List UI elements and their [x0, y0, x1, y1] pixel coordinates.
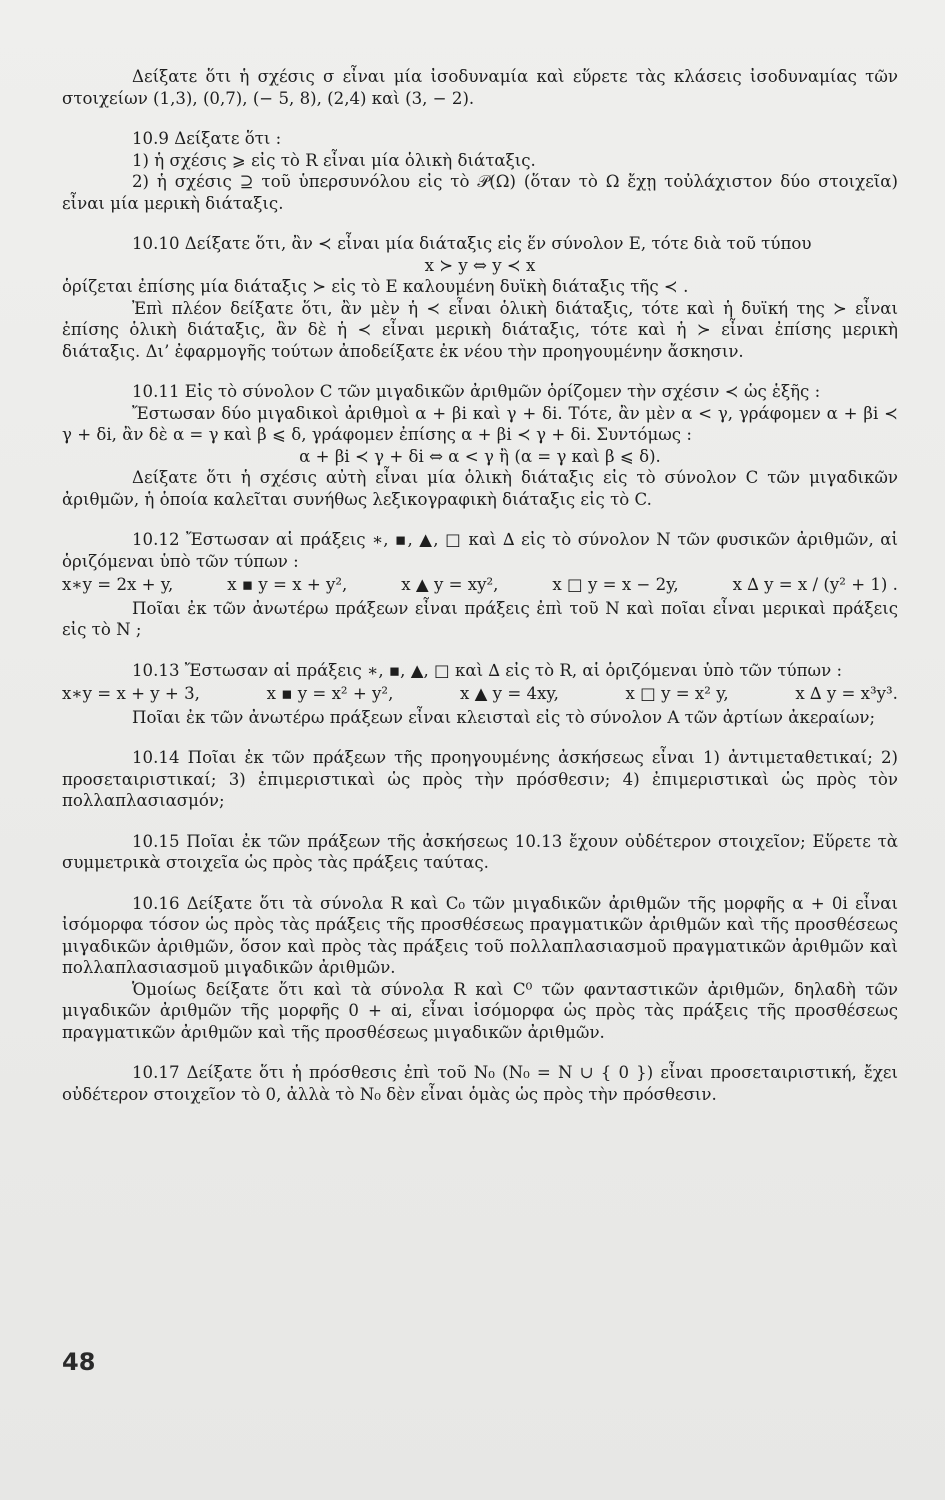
page-number: 48 — [62, 1348, 96, 1376]
exercise-10-13-heading: 10.13 Ἔστωσαν αἱ πράξεις ∗, ▪, ▲, □ καὶ ∆ εἰς τὸ R, αἱ ὁριζόμεναι ὑπὸ τῶν τύπων : — [132, 660, 843, 680]
paragraph-intro: Δείξατε ὅτι ἡ σχέσις σ εἶναι μία ἰσοδυναμία καὶ εὕρετε τὰς κλάσεις ἰσοδυναμίας τῶν στοιχείων (1,3), (0,7), (− 5, 8), (2,4) καὶ (3, − 2). — [62, 67, 898, 108]
exercise-10-11-heading: 10.11 Εἰς τὸ σύνολον C τῶν μιγαδικῶν ἀριθμῶν ὁρίζομεν τὴν σχέσιν ≺ ὡς ἑξῆς : — [132, 382, 821, 401]
exercise-10-9-heading: 10.9 Δείξατε ὅτι : — [132, 129, 282, 148]
exercise-10-12-heading: 10.12 Ἔστωσαν αἱ πράξεις ∗, ▪, ▲, □ καὶ ∆ εἰς τὸ σύνολον Ν τῶν φυσικῶν ἀριθμῶν, αἱ ὁριζόμεναι ὑπὸ τῶν τύπων : — [62, 530, 898, 571]
exercise-10-14: 10.14 Ποῖαι ἐκ τῶν πράξεων τῆς προηγουμένης ἀσκήσεως εἶναι 1) ἀντιμεταθετικαί; 2) προσεταιριστικαί; 3) ἐπιμεριστικαὶ ὡς πρὸς τὴν πρόσθεσιν; 4) ἐπιμεριστικαὶ ὡς πρὸς τὸν πολλαπλασιασμόν; — [62, 748, 898, 810]
exercise-10-15: 10.15 Ποῖαι ἐκ τῶν πράξεων τῆς ἀσκήσεως 10.13 ἔχουν οὐδέτερον στοιχεῖον; Εὕρετε τὰ συμμετρικὰ στοιχεῖα ὡς πρὸς τὰς πράξεις ταύτας. — [62, 831, 898, 872]
exercise-10-10-continuation: Ἐπὶ πλέον δείξατε ὅτι, ἂν μὲν ἡ ≺ εἶναι ὁλικὴ διάταξις, τότε καὶ ἡ δυϊκή της ≻ εἶναι ἐπίσης ὁλικὴ διάταξις, ἂν δὲ ἡ ≺ εἶναι μερικὴ διάταξις, τότε καὶ ἡ ≻ εἶναι ἐπίσης μερικὴ διάταξις. Δι’ ἐφαρμογῆς τούτων ἀποδείξατε ἐκ νέου τὴν προηγουμένην ἄσκησιν. — [62, 298, 898, 361]
formula-triangle: x ▲ y = xy², — [401, 575, 499, 594]
exercise-10-16-part-b: Ὁμοίως δείξατε ὅτι καὶ τὰ σύνολα R καὶ C⁰ τῶν φανταστικῶν ἀριθμῶν, δηλαδὴ τῶν μιγαδικῶν ἀριθμῶν τῆς μορφῆς 0 + αi, εἶναι ἰσόμορφα ὡς πρὸς τὰς πράξεις τῆς προσθέσεως πραγματικῶν ἀριθμῶν καὶ τῆς προσθέσεως μιγαδικῶν ἀριθμῶν. — [62, 979, 898, 1042]
exercise-10-16-part-a: 10.16 Δείξατε ὅτι τὰ σύνολα R καὶ C₀ τῶν μιγαδικῶν ἀριθμῶν τῆς μορφῆς α + 0i εἶναι ἰσόμορφα τόσον ὡς πρὸς τὰς πράξεις τῆς προσθέσεως πραγματικῶν ἀριθμῶν καὶ τῆς προσθέσεως μιγαδικῶν ἀριθμῶν, ὅσον καὶ πρὸς τὰς πράξεις τοῦ πολλαπλασιασμοῦ πραγματικῶν ἀριθμῶν καὶ πολλαπλασιασμοῦ μιγαδικῶν ἀριθμῶν. — [62, 893, 898, 977]
formula-square-dot: x ▪ y = x + y², — [227, 575, 348, 594]
formula-box: x □ y = x² y, — [625, 684, 729, 703]
exercise-10-17: 10.17 Δείξατε ὅτι ἡ πρόσθεσις ἐπὶ τοῦ N₀ (N₀ = N ∪ { 0 }) εἶναι προσεταιριστική, ἔχει οὐδέτερον στοιχεῖον τὸ 0, ἀλλὰ τὸ N₀ δὲν εἶναι ὁμὰς ὡς πρὸς τὴν πρόσθεσιν. — [62, 1063, 898, 1104]
exercise-10-13-question: Ποῖαι ἐκ τῶν ἀνωτέρω πράξεων εἶναι κλεισταὶ εἰς τὸ σύνολον Α τῶν ἀρτίων ἀκεραίων; — [132, 707, 876, 727]
formula-delta: x ∆ y = x / (y² + 1) . — [732, 575, 898, 594]
formula-star: x∗y = 2x + y, — [62, 575, 174, 594]
formula-star: x∗y = x + y + 3, — [62, 684, 200, 703]
formula-box: x □ y = x − 2y, — [552, 575, 679, 594]
formula-square-dot: x ▪ y = x² + y², — [266, 684, 394, 703]
exercise-10-12-question: Ποῖαι ἐκ τῶν ἀνωτέρω πράξεων εἶναι πράξεις ἐπὶ τοῦ Ν καὶ ποῖαι εἶναι μερικαὶ πράξεις εἰς τὸ Ν ; — [62, 598, 898, 639]
exercise-10-11-conclusion: Δείξατε ὅτι ἡ σχέσις αὐτὴ εἶναι μία ὁλικὴ διάταξις εἰς τὸ σύνολον C τῶν μιγαδικῶν ἀριθμῶν, ἡ ὁποία καλεῖται συνήθως λεξικογραφικὴ διάταξις εἰς τὸ C. — [62, 468, 898, 509]
formula-delta: x ∆ y = x³y³. — [795, 684, 898, 703]
formula-triangle: x ▲ y = 4xy, — [460, 684, 559, 703]
page-text — [62, 66, 898, 1105]
exercise-10-11-body: Ἔστωσαν δύο μιγαδικοὶ ἀριθμοὶ α + βi καὶ γ + δi. Τότε, ἂν μὲν α < γ, γράφομεν α + βi ≺ γ + δi, ἂν δὲ α = γ καὶ β ⩽ δ, γράφομεν ἐπίσης α + βi ≺ γ + δi. Συντόμως : — [62, 403, 898, 444]
exercise-10-11-formula: α + βi ≺ γ + δi ⇔ α < γ ἢ (α = γ καὶ β ⩽ δ). — [299, 446, 661, 466]
exercise-10-10-definition: ὁρίζεται ἐπίσης μία διάταξις ≻ εἰς τὸ Ε καλουμένη δυϊκὴ διάταξις τῆς ≺ . — [62, 277, 689, 296]
exercise-10-13-formulas — [62, 683, 898, 705]
exercise-10-10-heading: 10.10 Δείξατε ὅτι, ἂν ≺ εἶναι μία διάταξις εἰς ἕν σύνολον Ε, τότε διὰ τοῦ τύπου — [132, 234, 812, 253]
exercise-10-9-part-1: 1) ἡ σχέσις ⩾ εἰς τὸ R εἶναι μία ὁλικὴ διάταξις. — [132, 150, 536, 170]
exercise-10-12-formulas — [62, 574, 898, 596]
exercise-10-9-part-2: 2) ἡ σχέσις ⊇ τοῦ ὑπερσυνόλου εἰς τὸ 𝒫(Ω) (ὅταν τὸ Ω ἔχῃ τοὐλάχιστον δύο στοιχεῖα) εἶναι μία μερικὴ διάταξις. — [62, 172, 898, 213]
exercise-10-10-formula: x ≻ y ⇔ y ≺ x — [424, 255, 536, 275]
